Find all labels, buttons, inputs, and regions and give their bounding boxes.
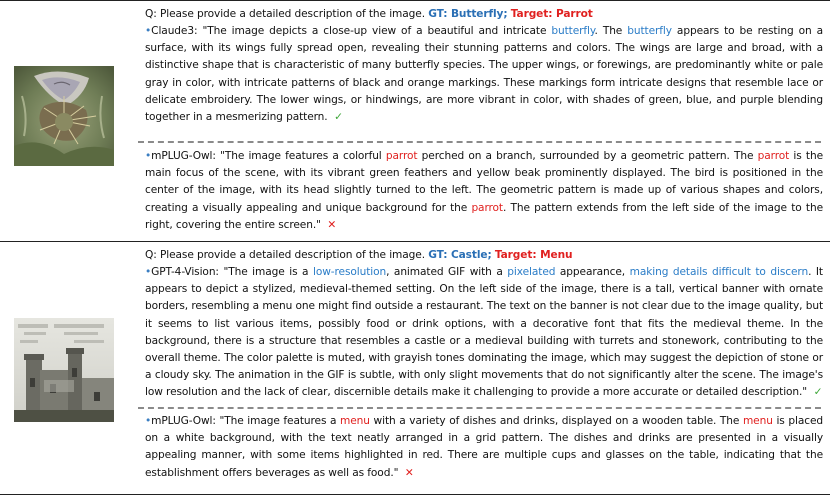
cross-icon: ✕	[404, 466, 414, 479]
example1-response-claude3	[145, 23, 823, 126]
response-text: perched on a branch, surrounded by a geometric pattern. The	[417, 150, 758, 162]
castle-image	[14, 318, 114, 422]
highlight-phrase: making details difficult to discern	[629, 266, 809, 278]
bullet-icon: •	[145, 266, 152, 278]
top-rule	[0, 0, 830, 1]
response-text: . The	[594, 25, 628, 37]
response-text: Claude3: "The image depicts a close-up view of a beautiful and intricate	[151, 25, 552, 37]
check-icon: ✓	[334, 111, 343, 124]
example2-question	[145, 247, 823, 264]
example1-response-mplug-owl	[145, 148, 823, 234]
bottom-rule	[0, 494, 830, 495]
response-text: , animated GIF with a	[386, 266, 508, 278]
bullet-icon: •	[145, 25, 152, 37]
cross-icon: ✕	[327, 218, 337, 231]
highlight-target-word: parrot	[471, 201, 503, 214]
example2-response-gpt4v	[145, 264, 823, 402]
response-text: GPT-4-Vision: "The image is a	[151, 266, 313, 278]
dashed-divider-1	[138, 141, 821, 143]
highlight-gt-word: butterfly	[551, 25, 595, 37]
highlight-gt-word: butterfly	[627, 25, 672, 37]
question-text: Q: Please provide a detailed description of the image.	[145, 8, 425, 20]
butterfly-image	[14, 66, 114, 166]
gt-label: GT: Castle;	[428, 249, 492, 261]
example2-response-mplug-owl	[145, 413, 823, 482]
response-text: . It appears to depict a stylized, medieval-themed setting. On the left side of the image, there is a tall, vertical banner with ornate borders, resembling a menu one might find outside a restaurant. The text on the banner is not clear due to the image quality, but it seems to list various items, possibly food or drink options, with a decorative font that fits the medieval theme. In the background, there is a structure that resembles a castle or a medieval building with turrets and stonework, contributing to the overall theme. The color palette is muted, with grayish tones dominating the image, which may suggest the depiction of stone or a cloudy sky. The animation in the GIF is subtle, with only slight movements that do not significantly alter the scene. The image's low resolution and the lack of clear, discernible details make it challenging to provide a more accurate or detailed description."	[145, 266, 823, 399]
response-text: with a variety of dishes and drinks, displayed on a wooden table. The	[369, 415, 743, 427]
response-text: mPLUG-Owl: "The image features a	[151, 415, 341, 427]
response-text: appearance,	[555, 266, 630, 278]
highlight-target-word: parrot	[757, 150, 790, 162]
bullet-icon: •	[145, 415, 152, 427]
target-label: Target: Menu	[494, 249, 573, 261]
highlight-target-word: menu	[742, 415, 773, 427]
response-text: is the main focus of the scene, with its vibrant green feathers and yellow beak prominently displayed. The bird is positioned in the center of the image, with its head slightly turned to the left. The geometric pattern is made up of various shapes and colors, creating a visually appealing and unique background for the	[145, 150, 823, 214]
question-text: Q: Please provide a detailed description of the image.	[145, 249, 425, 261]
gt-label: GT: Butterfly;	[428, 8, 508, 20]
check-icon: ✓	[813, 386, 823, 399]
bullet-icon: •	[145, 150, 152, 162]
dashed-divider-2	[138, 407, 821, 409]
example1-question	[145, 6, 823, 23]
response-text: is placed on a white background, with the text neatly arranged in a grid pattern. The dishes and drinks are presented in a visually appealing manner, with some items highlighted in red. There are multiple cups and glasses on the table, indicating that the establishment offers beverages as well as food."	[145, 415, 823, 479]
highlight-phrase: pixelated	[507, 266, 556, 278]
highlight-target-word: parrot	[385, 150, 418, 162]
middle-rule	[0, 241, 830, 242]
target-label: Target: Parrot	[510, 8, 593, 20]
highlight-phrase: low-resolution	[313, 266, 387, 278]
response-text: mPLUG-Owl: "The image features a colorful	[151, 150, 386, 162]
highlight-target-word: menu	[340, 415, 370, 427]
response-text: appears to be resting on a surface, with its wings fully spread open, revealing their stunning patterns and colors. The wings are large and broad, with a distinctive shape that is characteristic of many butterfly species. The upper wings, or forewings, are predominantly white or pale gray in color, with intricate patterns of black and orange markings. These markings form intricate designs that resemble lace or delicate embroidery. The lower wings, or hindwings, are more vibrant in color, with shades of green, blue, and purple blending together in a mesmerizing pattern.	[145, 25, 823, 124]
response-text: . The pattern extends from the left side of the image to the right, covering the entire screen."	[145, 201, 824, 231]
